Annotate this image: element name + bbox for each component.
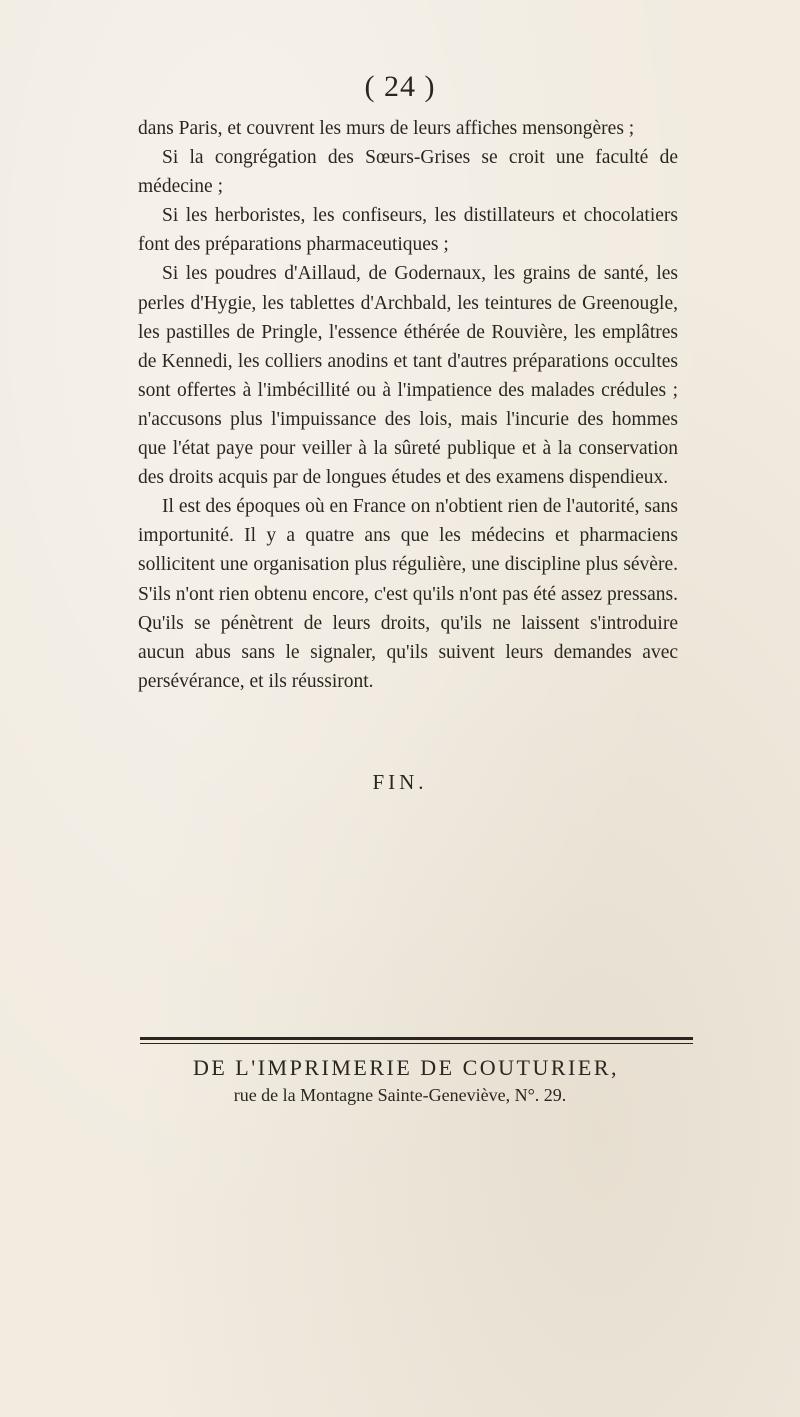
page-number: ( 24 ) (364, 70, 436, 103)
paragraph: Il est des époques où en France on n'obtient rien de l'autorité, sans importunité. Il y a quatre ans que les médecins et pharmaciens sollicitent une organisation plus régulière, une discipline plus sévère. S'ils n'ont rien obtenu encore, c'est qu'ils n'ont pas été assez pressans. Qu'ils se pénètrent de leurs droits, qu'ils ne laissent s'introduire aucun abus sans le signaler, qu'ils suivent leurs demandes avec persévérance, et ils réussiront. (138, 496, 678, 692)
body-text (138, 114, 678, 696)
divider-rule-thin (140, 1043, 693, 1044)
printer-imprint (0, 1053, 800, 1107)
paragraph: Si la congrégation des Sœurs-Grises se croit une faculté de médecine ; (138, 147, 678, 198)
paragraph: Si les poudres d'Aillaud, de Godernaux, les grains de santé, les perles d'Hygie, les tablettes d'Archbald, les teintures de Greenougle, les pastilles de Pringle, l'essence éthérée de Rouvière, les emplâtres de Kennedi, les colliers anodins et tant d'autres préparations occultes sont offertes à l'imbécillité ou à l'impatience des malades crédules ; n'accusons plus l'impuissance des lois, mais l'incurie des hommes que l'état paye pour veiller à la sûreté publique et à la conservation des droits acquis par de longues études et des examens dispendieux. (138, 263, 678, 489)
divider-rule (140, 1037, 693, 1040)
paragraph: Si les herboristes, les confiseurs, les distillateurs et chocolatiers font des préparations pharmaceutiques ; (138, 205, 678, 256)
printer-name: DE L'IMPRIMERIE DE COUTURIER, (192, 1055, 619, 1080)
end-mark: FIN. (372, 770, 428, 794)
paragraph: dans Paris, et couvrent les murs de leurs affiches mensongères ; (138, 118, 635, 139)
printer-address: rue de la Montagne Sainte-Geneviève, N°. 29. (233, 1085, 567, 1105)
